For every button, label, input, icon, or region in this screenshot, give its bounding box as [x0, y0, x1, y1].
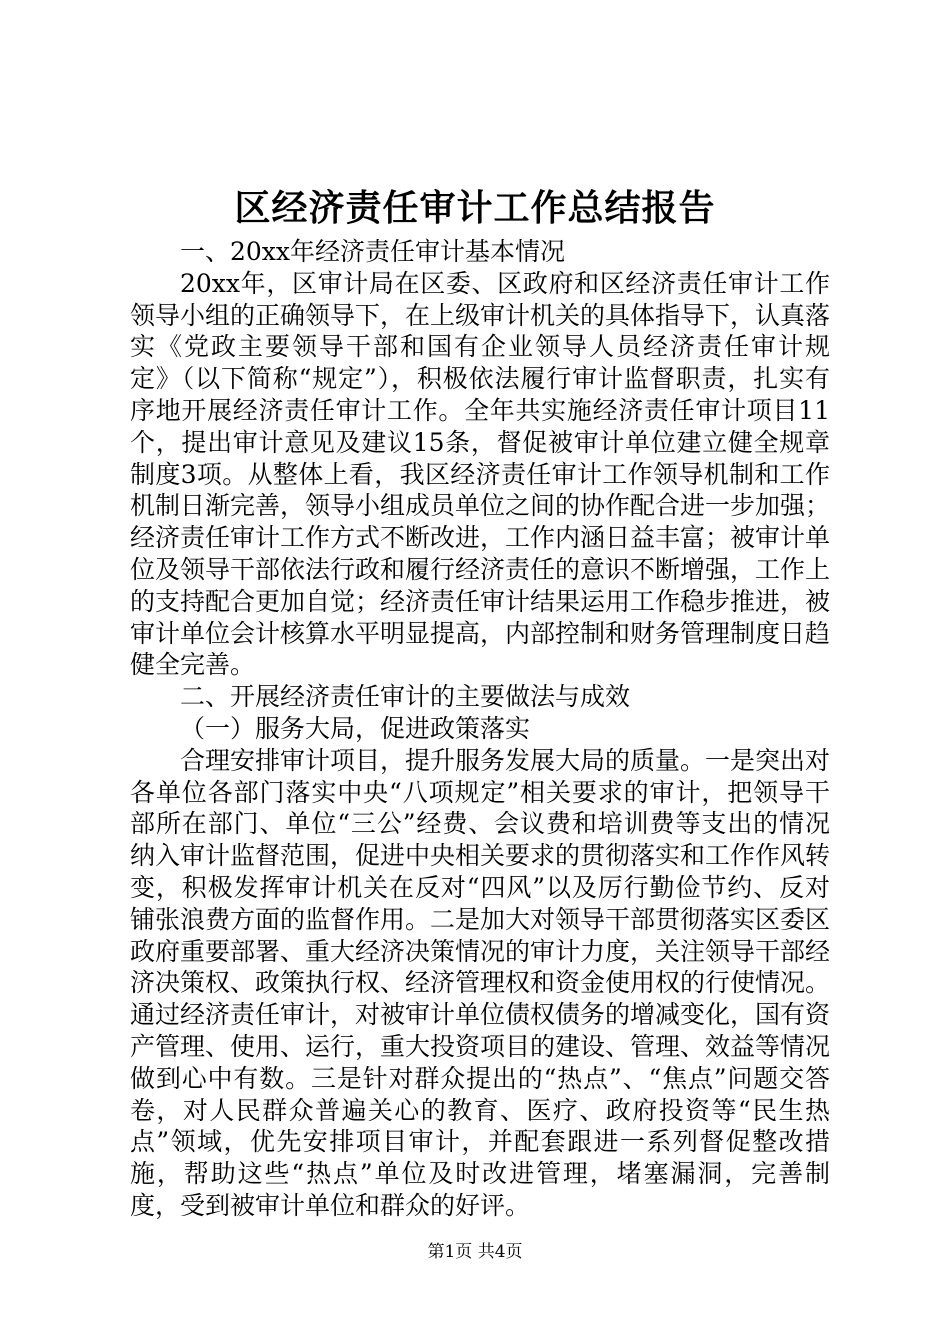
page-footer: 第1页 共4页: [427, 1242, 523, 1262]
section-heading-2: 二、开展经济责任审计的主要做法与成效: [180, 682, 631, 712]
document-body: [130, 236, 830, 1222]
subsection-heading-1: （一）服务大局，促进政策落实: [180, 713, 531, 743]
body-paragraph-2: 合理安排审计项目，提升服务发展大局的质量。一是突出对各单位各部门落实中央“八项规定”相关要求的审计，把领导干部所在部门、单位“三公”经费、会议费和培训费等支出的情况纳入审计监督范围，促进中央相关要求的贯彻落实和工作作风转变，积极发挥审计机关在反对“四风”以及厉行勤俭节约、反对铺张浪费方面的监督作用。二是加大对领导干部贯彻落实区委区政府重要部署、重大经济决策情况的审计力度，关注领导干部经济决策权、政策执行权、经济管理权和资金使用权的行使情况。通过经济责任审计，对被审计单位债权债务的增减变化，国有资产管理、使用、运行，重大投资项目的建设、管理、效益等情况做到心中有数。三是针对群众提出的“热点”、“焦点”问题交答卷，对人民群众普遍关心的教育、医疗、政府投资等“民生热点”领域，优先安排项目审计，并配套跟进一系列督促整改措施，帮助这些“热点”单位及时改进管理，堵塞漏洞，完善制度，受到被审计单位和群众的好评。: [130, 745, 831, 1220]
document-title: 区经济责任审计工作总结报告: [234, 187, 716, 229]
body-paragraph-1: 20xx年，区审计局在区委、区政府和区经济责任审计工作领导小组的正确领导下，在上级审计机关的具体指导下，认真落实《党政主要领导干部和国有企业领导人员经济责任审计规定》（以下简称“规定”），积极依法履行审计监督职责，扎实有序地开展经济责任审计工作。全年共实施经济责任审计项目11个，提出审计意见及建议15条，督促被审计单位建立健全规章制度3项。从整体上看，我区经济责任审计工作领导机制和工作机制日渐完善，领导小组成员单位之间的协作配合进一步加强；经济责任审计工作方式不断改进，工作内涵日益丰富；被审计单位及领导干部依法行政和履行经济责任的意识不断增强，工作上的支持配合更加自觉；经济责任审计结果运用工作稳步推进，被审计单位会计核算水平明显提高，内部控制和财务管理制度日趋健全完善。: [130, 268, 831, 680]
section-heading-1: 一、20xx年经济责任审计基本情况: [180, 237, 566, 266]
